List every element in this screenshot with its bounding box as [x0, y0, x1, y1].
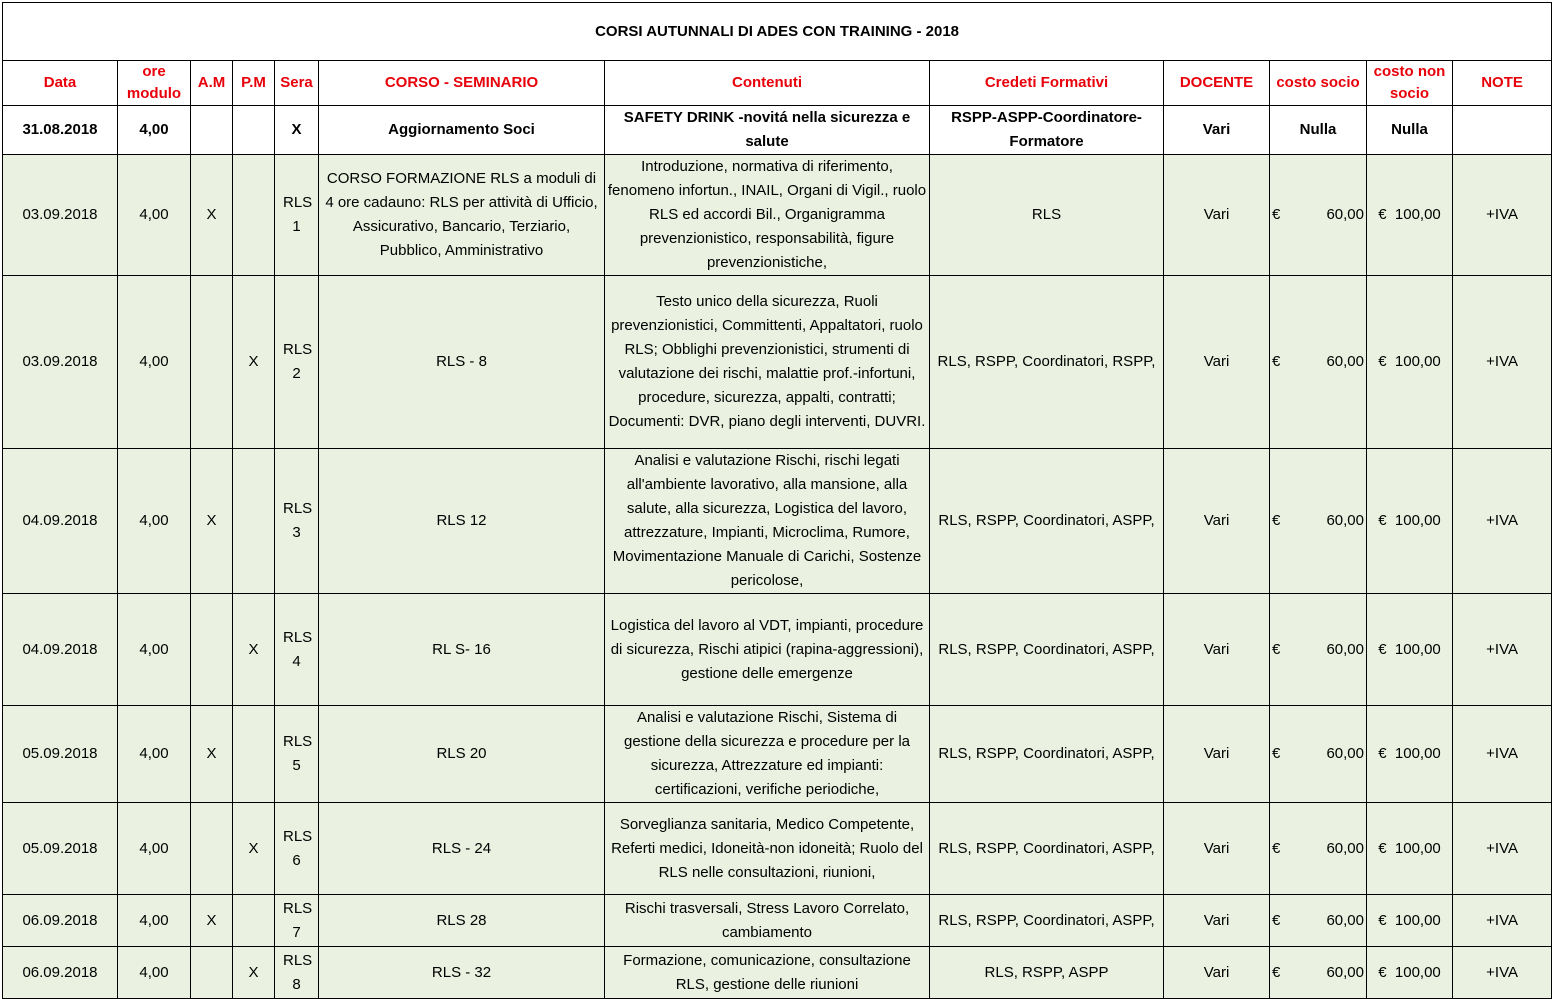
header-corso: CORSO - SEMINARIO [319, 61, 605, 106]
amount: 60,00 [1326, 963, 1364, 981]
euro-symbol: € [1272, 640, 1281, 658]
cell-docente: Vari [1164, 594, 1270, 706]
cell-note: +IVA [1453, 155, 1552, 276]
cell-costo-socio: Nulla [1270, 106, 1367, 155]
cell-data: 05.09.2018 [3, 706, 118, 803]
cell-data: 06.09.2018 [3, 947, 118, 999]
currency-wrap [1272, 961, 1364, 985]
cell-crediti: RLS [930, 155, 1164, 276]
cell-sera: RLS 6 [275, 803, 319, 895]
cell-data: 31.08.2018 [3, 106, 118, 155]
cell-ore: 4,00 [118, 706, 191, 803]
amount: 60,00 [1326, 911, 1364, 929]
header-crediti: Credeti Formativi [930, 61, 1164, 106]
cell-data: 03.09.2018 [3, 155, 118, 276]
cell-sera: RLS 2 [275, 276, 319, 449]
cell-docente: Vari [1164, 803, 1270, 895]
cell-crediti: RSPP-ASPP-Coordinatore-Formatore [930, 106, 1164, 155]
cell-crediti: RLS, RSPP, Coordinatori, ASPP, [930, 895, 1164, 947]
cell-note: +IVA [1453, 895, 1552, 947]
cell-costo-socio [1270, 803, 1367, 895]
cell-contenuti: Sorveglianza sanitaria, Medico Competente, Referti medici, Idoneità-non idoneità; Ruolo del RLS nelle consultazioni, riunioni, [605, 803, 930, 895]
header-row [3, 61, 1552, 106]
table-row [3, 895, 1552, 947]
cell-am [191, 594, 233, 706]
euro-symbol: € [1272, 839, 1281, 857]
cell-docente: Vari [1164, 106, 1270, 155]
cell-contenuti: Formazione, comunicazione, consultazione RLS, gestione delle riunioni [605, 947, 930, 999]
cell-ore: 4,00 [118, 895, 191, 947]
currency-wrap [1272, 509, 1364, 533]
header-contenuti: Contenuti [605, 61, 930, 106]
cell-contenuti: SAFETY DRINK -novitá nella sicurezza e salute [605, 106, 930, 155]
header-ore-modulo: ore modulo [118, 61, 191, 106]
cell-sera: X [275, 106, 319, 155]
header-sera: Sera [275, 61, 319, 106]
cell-docente: Vari [1164, 155, 1270, 276]
currency-wrap [1272, 350, 1364, 374]
cell-am: X [191, 155, 233, 276]
cell-docente: Vari [1164, 449, 1270, 594]
cell-costo-non-socio: € 100,00 [1367, 895, 1453, 947]
cell-pm [233, 155, 275, 276]
cell-ore: 4,00 [118, 449, 191, 594]
euro-symbol: € [1272, 353, 1281, 370]
cell-sera: RLS 3 [275, 449, 319, 594]
cell-docente: Vari [1164, 895, 1270, 947]
cell-ore: 4,00 [118, 155, 191, 276]
cell-data: 05.09.2018 [3, 803, 118, 895]
table-row [3, 706, 1552, 803]
header-note: NOTE [1453, 61, 1552, 106]
cell-ore: 4,00 [118, 276, 191, 449]
cell-note: +IVA [1453, 594, 1552, 706]
currency-wrap [1272, 909, 1364, 933]
header-am: A.M [191, 61, 233, 106]
cell-corso: RLS 20 [319, 706, 605, 803]
courses-table [2, 2, 1552, 999]
cell-costo-socio [1270, 706, 1367, 803]
cell-crediti: RLS, RSPP, Coordinatori, ASPP, [930, 803, 1164, 895]
euro-symbol: € [1272, 745, 1281, 762]
cell-corso: RL S- 16 [319, 594, 605, 706]
cell-docente: Vari [1164, 276, 1270, 449]
table-row [3, 155, 1552, 276]
cell-data: 03.09.2018 [3, 276, 118, 449]
cell-sera: RLS 5 [275, 706, 319, 803]
cell-costo-non-socio: Nulla [1367, 106, 1453, 155]
cell-sera: RLS 4 [275, 594, 319, 706]
cell-contenuti: Testo unico della sicurezza, Ruoli prevenzionistici, Committenti, Appaltatori, ruolo RLS; Obblighi prevenzionistici, strumenti di valutazione dei rischi, malattie prof.-infortuni, procedure, sicurezza, appalti, contratti; Documenti: DVR, piano degli interventi, DUVRI. [605, 276, 930, 449]
cell-corso: CORSO FORMAZIONE RLS a moduli di 4 ore cadauno: RLS per attività di Ufficio, Assicurativo, Bancario, Terziario, Pubblico, Amministrativo [319, 155, 605, 276]
cell-costo-non-socio: € 100,00 [1367, 803, 1453, 895]
cell-crediti: RLS, RSPP, Coordinatori, ASPP, [930, 449, 1164, 594]
currency-wrap [1272, 203, 1364, 227]
cell-sera: RLS 7 [275, 895, 319, 947]
cell-corso: RLS 12 [319, 449, 605, 594]
cell-crediti: RLS, RSPP, Coordinatori, ASPP, [930, 594, 1164, 706]
cell-costo-socio [1270, 947, 1367, 999]
header-costo-non-socio: costo non socio [1367, 61, 1453, 106]
cell-corso: RLS 28 [319, 895, 605, 947]
cell-corso: Aggiornamento Soci [319, 106, 605, 155]
table-row-soci [3, 106, 1552, 155]
cell-corso: RLS - 24 [319, 803, 605, 895]
cell-sera: RLS 8 [275, 947, 319, 999]
cell-costo-socio [1270, 895, 1367, 947]
cell-contenuti: Introduzione, normativa di riferimento, fenomeno infortun., INAIL, Organi di Vigil., ruolo RLS ed accordi Bil., Organigramma prevenzionistico, responsabilità, figure prevenzionistiche, [605, 155, 930, 276]
cell-crediti: RLS, RSPP, ASPP [930, 947, 1164, 999]
cell-note: +IVA [1453, 276, 1552, 449]
cell-docente: Vari [1164, 947, 1270, 999]
cell-costo-non-socio: € 100,00 [1367, 276, 1453, 449]
cell-pm: X [233, 947, 275, 999]
cell-contenuti: Rischi trasversali, Stress Lavoro Correlato, cambiamento [605, 895, 930, 947]
cell-pm: X [233, 803, 275, 895]
cell-am: X [191, 706, 233, 803]
euro-symbol: € [1272, 911, 1281, 929]
header-costo-socio: costo socio [1270, 61, 1367, 106]
table-row [3, 276, 1552, 449]
cell-note [1453, 106, 1552, 155]
table-row [3, 803, 1552, 895]
cell-note: +IVA [1453, 706, 1552, 803]
table-row [3, 594, 1552, 706]
header-docente: DOCENTE [1164, 61, 1270, 106]
amount: 60,00 [1326, 512, 1364, 529]
euro-symbol: € [1272, 963, 1281, 981]
header-data: Data [3, 61, 118, 106]
cell-am [191, 947, 233, 999]
cell-corso: RLS - 32 [319, 947, 605, 999]
currency-wrap [1272, 837, 1364, 861]
cell-am [191, 276, 233, 449]
currency-wrap [1272, 638, 1364, 662]
cell-costo-non-socio: € 100,00 [1367, 706, 1453, 803]
cell-costo-non-socio: € 100,00 [1367, 449, 1453, 594]
cell-docente: Vari [1164, 706, 1270, 803]
cell-crediti: RLS, RSPP, Coordinatori, RSPP, [930, 276, 1164, 449]
cell-costo-socio [1270, 449, 1367, 594]
cell-pm: X [233, 276, 275, 449]
cell-note: +IVA [1453, 803, 1552, 895]
cell-pm [233, 106, 275, 155]
cell-ore: 4,00 [118, 106, 191, 155]
cell-pm [233, 895, 275, 947]
cell-data: 04.09.2018 [3, 449, 118, 594]
cell-note: +IVA [1453, 449, 1552, 594]
cell-contenuti: Analisi e valutazione Rischi, Sistema di gestione della sicurezza e procedure per la sicurezza, Attrezzature ed impianti: certificazioni, verifiche periodiche, [605, 706, 930, 803]
cell-ore: 4,00 [118, 803, 191, 895]
cell-am [191, 803, 233, 895]
cell-sera: RLS 1 [275, 155, 319, 276]
cell-pm [233, 706, 275, 803]
euro-symbol: € [1272, 206, 1281, 223]
cell-am: X [191, 895, 233, 947]
cell-ore: 4,00 [118, 947, 191, 999]
currency-wrap [1272, 742, 1364, 766]
cell-ore: 4,00 [118, 594, 191, 706]
cell-costo-non-socio: € 100,00 [1367, 594, 1453, 706]
cell-contenuti: Analisi e valutazione Rischi, rischi legati all'ambiente lavorativo, alla mansione, alla salute, alla sicurezza, Logistica del lavoro, attrezzature, Impianti, Microclima, Rumore, Movimentazione Manuale di Carichi, Sostenze pericolose, [605, 449, 930, 594]
amount: 60,00 [1326, 839, 1364, 857]
table-row [3, 449, 1552, 594]
cell-am: X [191, 449, 233, 594]
cell-contenuti: Logistica del lavoro al VDT, impianti, procedure di sicurezza, Rischi atipici (rapina-aggressioni), gestione delle emergenze [605, 594, 930, 706]
cell-costo-socio [1270, 276, 1367, 449]
sheet-title: CORSI AUTUNNALI DI ADES CON TRAINING - 2018 [3, 3, 1552, 61]
cell-data: 06.09.2018 [3, 895, 118, 947]
amount: 60,00 [1326, 206, 1364, 223]
cell-pm: X [233, 594, 275, 706]
cell-crediti: RLS, RSPP, Coordinatori, ASPP, [930, 706, 1164, 803]
cell-pm [233, 449, 275, 594]
euro-symbol: € [1272, 512, 1281, 529]
cell-note: +IVA [1453, 947, 1552, 999]
cell-costo-non-socio: € 100,00 [1367, 155, 1453, 276]
cell-am [191, 106, 233, 155]
cell-costo-socio [1270, 155, 1367, 276]
table-row [3, 947, 1552, 999]
cell-costo-socio [1270, 594, 1367, 706]
cell-corso: RLS - 8 [319, 276, 605, 449]
amount: 60,00 [1326, 353, 1364, 370]
header-pm: P.M [233, 61, 275, 106]
amount: 60,00 [1326, 745, 1364, 762]
cell-costo-non-socio: € 100,00 [1367, 947, 1453, 999]
cell-data: 04.09.2018 [3, 594, 118, 706]
amount: 60,00 [1326, 640, 1364, 658]
